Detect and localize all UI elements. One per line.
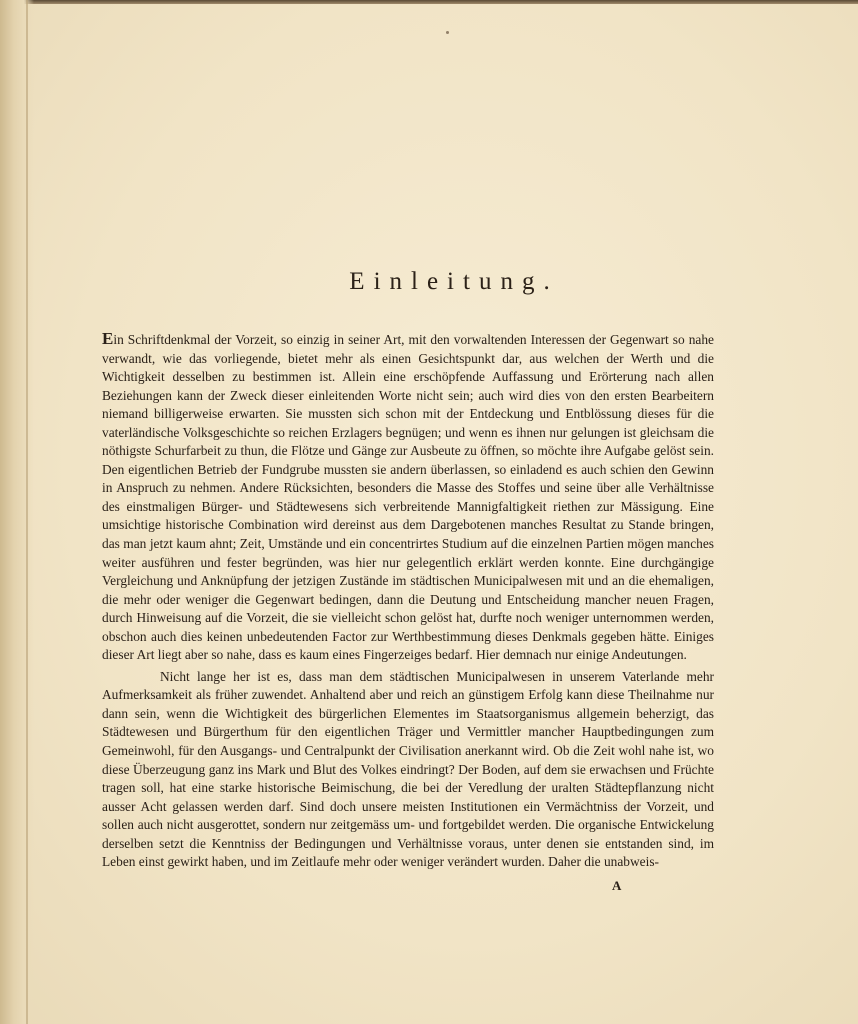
book-binding-shadow	[0, 0, 34, 1024]
paper-speck	[446, 31, 449, 34]
page-top-edge	[0, 0, 858, 4]
page-heading: Einleitung.	[349, 268, 559, 295]
signature-mark: A	[612, 878, 622, 893]
paragraph-1	[102, 330, 714, 665]
paragraph-1-text: in Schriftdenkmal der Vorzeit, so einzig in seiner Art, mit den vorwaltenden Interessen der Gegenwart so nahe verwandt, wie das vorliegende, bietet mehr als einen Gesichtspunkt dar, aus welchen der Werth und die Wichtigkeit desselben zu bestimmen ist. Allein eine erschöpfende Auffassung und Erörterung nach allen Beziehungen kann der Zweck dieser einleitenden Worte nicht sein; auch wird dies von den ersten Bearbeitern niemand billigerweise erwarten. Sie mussten sich schon mit der Entdeckung und Entblössung dieses für die vaterländische Volksgeschichte so reichen Erzlagers begnügen; und wenn es ihnen nur gelungen ist gleichsam die nöthigste Schurfarbeit zu thun, die Flötze und Gänge zur Ausbeute zu öffnen, so möchte ihre Aufgabe gelöst sein. Den eigentlichen Betrieb der Fundgrube mussten sie andern überlassen, so einladend es auch schien den Gewinn in Anspruch zu nehmen. Andere Rücksichten, besonders die Masse des Stoffes und seine über alle Verhältnisse des einstmaligen Bürger- und Städtewesens sich verbreitende Mannigfaltigkeit riethen zur Mässigung. Eine umsichtige historische Combination wird dereinst aus dem Dargebotenen manches Resultat zu Stande bringen, das man jetzt kaum ahnt; Zeit, Umstände und ein concentrirtes Studium auf die einzelnen Partien mögen manches weiter ausführen und fester begründen, was hier nur gelegentlich erklärt werden konnte. Eine durchgängige Vergleichung und Anknüpfung der jetzigen Zustände im städtischen Municipalwesen mit und an die ehemaligen, die mehr oder weniger die Gegenwart bedingen, dann die Deutung und Entscheidung mancher neuen Fragen, durch Hinweisung auf die Vorzeit, die sie vielleicht schon gelöst hat, durfte noch weniger unternommen werden, obschon auch dies keinen unbedeutenden Factor zur Werthbestimmung dieses Denkmals gegeben hätte. Einiges dieser Art liegt aber so nahe, dass es kaum eines Fingerzeiges bedarf. Hier demnach nur einige Andeutungen.	[102, 332, 714, 663]
body-text	[102, 330, 714, 872]
binding-fold-line	[26, 0, 28, 1024]
drop-cap: E	[102, 329, 114, 348]
paragraph-2: Nicht lange her ist es, dass man dem städtischen Municipalwesen in unserem Vaterlande mehr Aufmerksamkeit als früher zuwendet. Anhaltend aber und reich an günstigem Erfolg kann diese Theilnahme nur dann sein, wenn die Wichtigkeit des bürgerlichen Elementes im Staatsorganismus allgemein beherzigt, das Städtewesen und Bürgerthum für den eigentlichen Träger und Vermittler mancher Hauptbedingungen zum Gemeinwohl, für den Ausgangs- und Centralpunkt der Civilisation anerkannt wird. Ob die Zeit wohl nahe ist, wo diese Überzeugung ganz ins Mark und Blut des Volkes eindringt? Der Boden, auf dem sie erwachsen und Früchte tragen soll, hat eine starke historische Beimischung, die bei der Veredlung der uralten Städtepflanzung nicht ausser Acht gelassen werden darf. Sind doch unsere meisten Institutionen ein Vermächtniss der Vorzeit, und sollen auch nicht ausgerottet, sondern nur zeitgemäss um- und fortgebildet werden. Die organische Entwickelung derselben setzt die Kenntniss der Bedingungen und Verhältnisse voraus, unter denen sie entstanden sind, im Leben einst gewirkt haben, und im Zeitlaufe mehr oder weniger verändert wurden. Daher die unabweis-	[102, 668, 714, 870]
